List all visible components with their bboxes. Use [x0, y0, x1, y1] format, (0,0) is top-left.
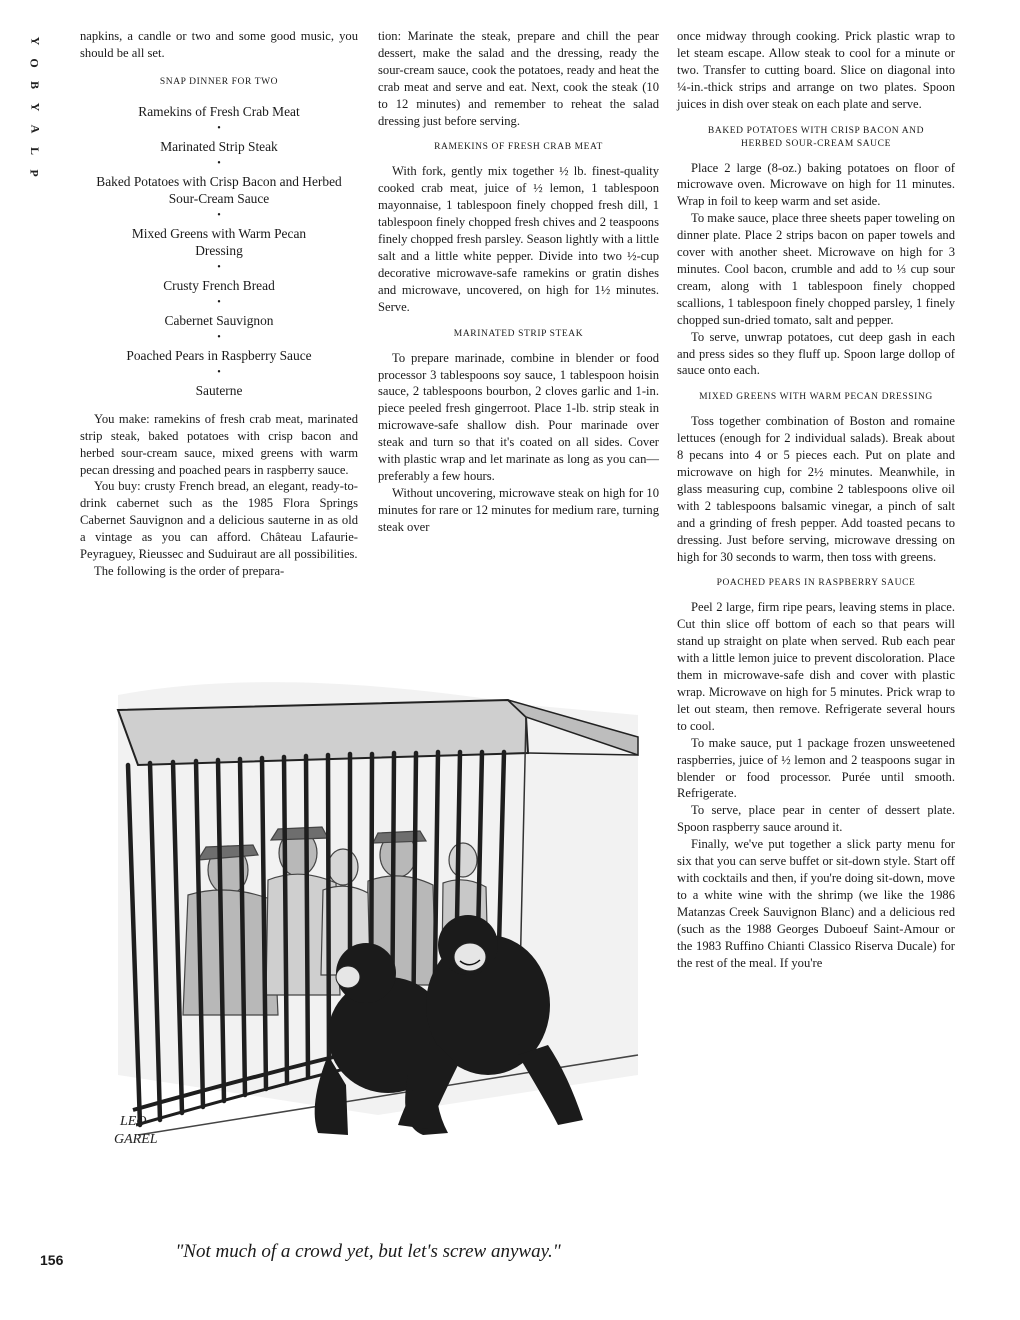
menu-item: Poached Pears in Raspberry Sauce — [126, 347, 312, 363]
menu-bullet: • — [217, 157, 221, 169]
menu-item: Baked Potatoes with Crisp Bacon and Herbed Sour-Cream Sauce — [96, 173, 342, 206]
menu-heading: SNAP DINNER FOR TWO — [159, 76, 279, 87]
magazine-letter: Y — [27, 102, 42, 112]
pears-recipe-3: To serve, place pear in center of dessert plate. Spoon raspberry sauce around it. — [677, 803, 955, 835]
cartoon-signature-1: LEO — [120, 1114, 147, 1129]
greens-recipe: Toss together combination of Boston and romaine lettuces (enough for 2 individual salads). Break about 8 pecans into 4 or 5 pieces each. Put on plate and microwave on high for 2½ minutes. Meanwhile, in glass measuring cup, combine 2 tablespoons olive oil with 2 tablespoons balsamic vinegar, a pinch of salt and a grinding of fresh pepper. Add toasted pecans to dressing. Just before serving, microwave dressing on high for 30 seconds to warm, then toss with greens. — [677, 414, 955, 564]
magazine-name-vertical — [28, 30, 42, 184]
cartoon-drawing — [78, 655, 658, 1195]
magazine-letter: O — [28, 58, 42, 68]
magazine-letter: Y — [27, 36, 42, 46]
page-number: 156 — [40, 1252, 64, 1268]
menu-bullet: • — [217, 122, 221, 134]
menu-bullet: • — [217, 209, 221, 221]
magazine-letter: B — [27, 80, 42, 90]
cartoon-illustration — [78, 655, 658, 1195]
cartoon-signature-2: GAREL — [114, 1132, 158, 1147]
crab-heading: RAMEKINS OF FRESH CRAB MEAT — [434, 142, 603, 153]
magazine-letter: L — [27, 146, 42, 156]
magazine-letter: P — [28, 169, 42, 177]
menu-bullet: • — [217, 261, 221, 273]
greens-heading: MIXED GREENS WITH WARM PECAN DRESSING — [699, 392, 933, 403]
menu-bullet: • — [217, 296, 221, 308]
menu-bullet: • — [217, 331, 221, 343]
steak-recipe-2: Without uncovering, microwave steak on high for 10 minutes for rare or 12 minutes for medium rare, turning steak over — [378, 485, 659, 534]
order-paragraph: The following is the order of prepara- — [94, 563, 285, 578]
magazine-letter: A — [27, 124, 42, 134]
crab-recipe: With fork, gently mix together ½ lb. finest-quality cooked crab meat, juice of ½ lemon, 1 tablespoon mayonnaise, 1 tablespoon finely chopped fresh dill, 1 tablespoon finely chopped fresh chives and 2 teaspoons finely chopped fresh parsley. Season lightly with a little salt and a little white pepper. Divide into two ½-cup decorative microwave-safe ramekins or gratin dishes and microwave, uncovered, on high for 1½ minutes. Serve. — [378, 164, 659, 314]
pears-heading: POACHED PEARS IN RASPBERRY SAUCE — [716, 578, 916, 589]
column-2 — [378, 28, 659, 536]
order-continued: tion: Marinate the steak, prepare and chill the pear dessert, make the salad and the dressing, ready the sour-cream sauce, cook the potatoes, ready and heat the crab meat and serve and eat. Next, cook the steak (10 to 12 minutes) and remember to reheat the salad dressing just before serving. — [378, 29, 659, 128]
potato-recipe-3: To serve, unwrap potatoes, cut deep gash in each and press sides so they fluff up. Spoon large dollop of sauce onto each. — [677, 329, 955, 378]
steak-continued: once midway through cooking. Prick plastic wrap to let steam escape. Allow steak to cool for a minute or two. Transfer to cutting board. Slice on diagonal into ¼-in.-thick strips and arrange on two plates. Spoon juices in dish over steak on each plate and serve. — [677, 29, 955, 111]
finally-paragraph: Finally, we've put together a slick party menu for six that you can serve buffet or sit-down style. Start off with cocktails and then, if you're doing sit-down, move to a white wine with the shrimp (we like the 1986 Matanzas Creek Sauvignon Blanc) and a delicious red (such as the 1988 Georges Duboeuf Saint-Amour or the 1983 Ruffino Chianti Classico Riserva Ducale) for the rest of the meal. If you're — [677, 837, 955, 970]
pears-recipe-1: Peel 2 large, firm ripe pears, leaving stems in place. Cut thin slice off bottom of each so that pears will stand up straight on plate when served. Rub each pear with a little lemon juice to prevent discoloration. Place them in microwave-safe dish and cover with plastic wrap. Microwave on high for 5 minutes. Prick wrap to let out steam, then remove. Refrigerate several hours to cool. — [677, 600, 955, 733]
potato-heading: BAKED POTATOES WITH CRISP BACON AND HERBED SOUR-CREAM SAUCE — [707, 125, 925, 149]
potato-recipe-1: Place 2 large (8-oz.) baking potatoes on floor of microwave oven. Microwave on high for 11 minutes. Wrap in foil to keep warm and set aside. — [677, 160, 955, 209]
you-make-paragraph: You make: ramekins of fresh crab meat, marinated strip steak, baked potatoes with crisp bacon and herbed sour-cream sauce, mixed greens with warm pecan dressing and poached pears in raspberry sauce. — [80, 411, 358, 477]
menu-list — [80, 74, 358, 399]
menu-item: Marinated Strip Steak — [160, 138, 278, 154]
steak-heading: MARINATED STRIP STEAK — [453, 328, 584, 339]
potato-recipe-2: To make sauce, place three sheets paper toweling on dinner plate. Place 2 strips bacon on paper towels and cover with another sheet. Microwave on high for 3 minutes. Cool bacon, crumble and add to ⅓ cup sour cream, along with 1 tablespoon finely chopped scallions, 1 tablespoon finely chopped parsley, 1 finely chopped sun-dried tomato, salt and pepper. — [677, 211, 955, 327]
menu-item: Ramekins of Fresh Crab Meat — [138, 103, 300, 119]
menu-item: Cabernet Sauvignon — [164, 312, 274, 328]
pears-recipe-2: To make sauce, put 1 package frozen unsweetened raspberries, juice of ½ lemon and 2 teaspoons sugar in blender or food processor. Purée until smooth. Refrigerate. — [677, 735, 955, 801]
column-1 — [80, 28, 358, 580]
menu-item: Sauterne — [195, 382, 243, 398]
steak-recipe-1: To prepare marinade, combine in blender or food processor 3 tablespoons soy sauce, 1 tablespoon hoisin sauce, 2 tablespoons bourbon, 2 cloves garlic and 1-in. piece peeled fresh gingerroot. Place 1-lb. strip steak in microwave-safe shallow dish. Pour marinade over steak and turn so that it's coated on all sides. Cover with plastic wrap and let marinate as long as you can—preferably a few hours. — [378, 350, 659, 483]
column-3 — [677, 28, 955, 971]
intro-paragraph: napkins, a candle or two and some good music, you should be all set. — [80, 29, 358, 60]
menu-bullet: • — [217, 366, 221, 378]
menu-item: Mixed Greens with Warm Pecan Dressing — [131, 225, 307, 258]
you-buy-paragraph: You buy: crusty French bread, an elegant, ready-to-drink cabernet such as the 1985 Flora Springs Cabernet Sauvignon and a delicious sauterne in as old a vintage as you can afford. Château Lafaurie-Peyraguey, Rieussec and Suduiraut are all possibilities. — [80, 479, 358, 562]
menu-item: Crusty French Bread — [163, 277, 275, 293]
cartoon-caption: "Not much of a crowd yet, but let's screw anyway." — [175, 1241, 561, 1262]
